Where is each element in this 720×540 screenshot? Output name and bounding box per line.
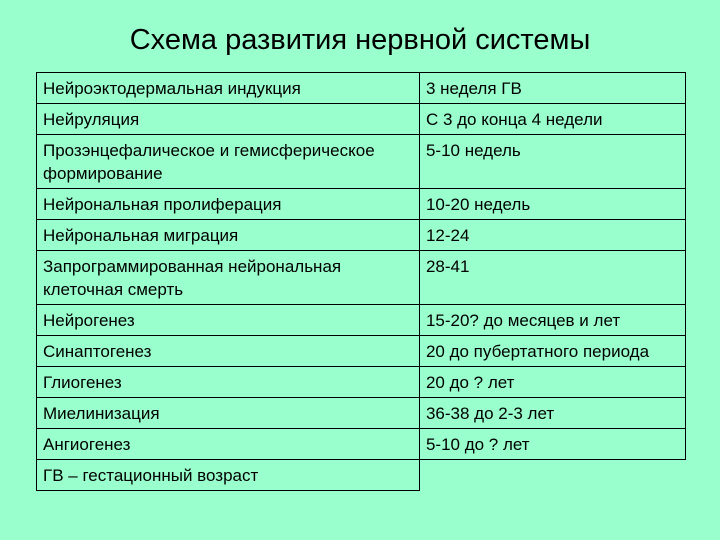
table-row [37,73,686,104]
table-row [37,429,686,460]
timing-cell: 28-41 [419,251,685,305]
table-body [37,73,686,491]
table-row [37,398,686,429]
table-row [37,305,686,336]
stage-cell: Нейрональная миграция [37,220,420,251]
stage-cell: Нейроэктодермальная индукция [37,73,420,104]
table-row [37,135,686,189]
table-row [37,336,686,367]
timing-cell: 20 до пубертатного периода [419,336,685,367]
timing-cell: 15-20? до месяцев и лет [419,305,685,336]
table-row [37,104,686,135]
stage-cell: Прозэнцефалическое и гемисферическое формирование [37,135,420,189]
table-row [37,367,686,398]
footnote: ГВ – гестационный возраст [37,460,420,491]
timing-cell: 3 неделя ГВ [419,73,685,104]
timing-cell: 12-24 [419,220,685,251]
stage-cell: Ангиогенез [37,429,420,460]
stage-cell: Нейрогенез [37,305,420,336]
footnote-row [37,460,686,491]
stage-cell: Нейрональная пролиферация [37,189,420,220]
timing-cell: 36-38 до 2-3 лет [419,398,685,429]
stage-cell: Глиогенез [37,367,420,398]
timing-cell: 10-20 недель [419,189,685,220]
timing-cell: 20 до ? лет [419,367,685,398]
slide-title: Схема развития нервной системы [129,24,591,56]
stage-cell: Запрограммированная нейрональная клеточная смерть [37,251,420,305]
stage-cell: Синаптогенез [37,336,420,367]
timing-cell: С 3 до конца 4 недели [419,104,685,135]
empty-cell [419,460,685,491]
stage-cell: Миелинизация [37,398,420,429]
table-row [37,251,686,305]
development-stages-table [36,72,686,491]
timing-cell: 5-10 до ? лет [419,429,685,460]
timing-cell: 5-10 недель [419,135,685,189]
table-row [37,220,686,251]
table-row [37,189,686,220]
stage-cell: Нейруляция [37,104,420,135]
